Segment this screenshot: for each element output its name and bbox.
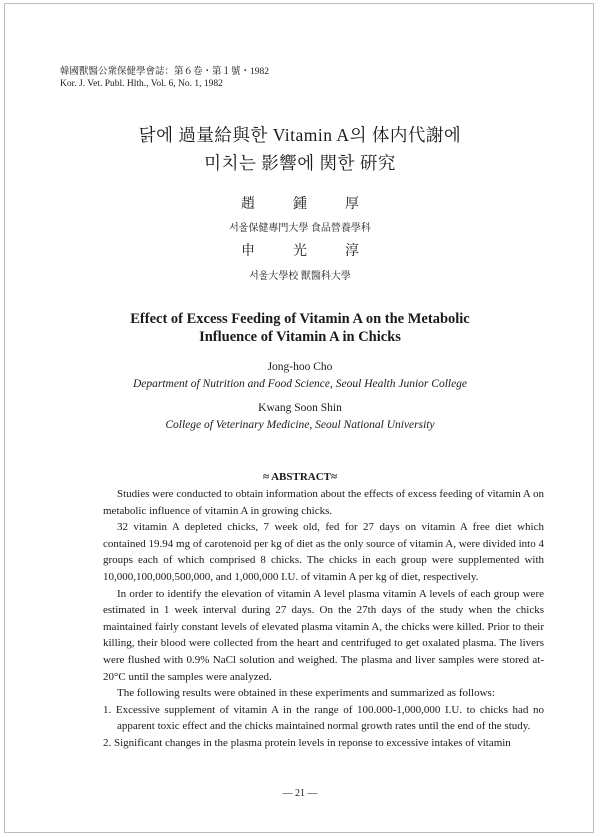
abstract-body (103, 486, 544, 752)
journal-citation-korean: 韓國獸醫公衆保健學會誌：第６卷・第１號・1982 (60, 67, 270, 77)
journal-citation (60, 66, 269, 90)
english-affiliation-2: College of Veterinary Medicine, Seoul National University (165, 419, 435, 431)
korean-title-line-2: 미치는 影響에 関한 硏究 (204, 153, 396, 173)
result-item: 1. Excessive supplement of vitamin A in the range of 100.000-1,000,000 I.U. to chicks had no apparent toxic effect and the chicks maintained normal growth rates until the end of the study. (103, 703, 544, 733)
result-item: 2. Significant changes in the plasma protein levels in reponse to excessive intakes of vitamin (103, 736, 511, 749)
korean-author-1: 趙鍾厚 (241, 197, 397, 212)
korean-affiliation-2: 서울大學校 獸醫科大學 (249, 271, 351, 282)
abstract-paragraph: The following results were obtained in these experiments and summarized as follows: (117, 687, 495, 700)
english-affiliation-1: Department of Nutrition and Food Science, Seoul Health Junior College (132, 378, 468, 390)
english-author-2: Kwang Soon Shin (258, 402, 342, 414)
abstract-paragraph: Studies were conducted to obtain information about the effects of excess feeding of vitamin A on metabolic influence of vitamin A in growing chicks. (103, 488, 544, 517)
journal-citation-english: Kor. J. Vet. Publ. Hlth., Vol. 6, No. 1, 1982 (60, 79, 223, 89)
page-number: — 21 — (282, 788, 318, 799)
abstract-paragraph: 32 vitamin A depleted chicks, 7 week old, fed for 27 days on vitamin A free diet which contained 19.94 mg of carotenoid per kg of diet as the only source of vitamin A, were divided into 4 groups each of which comprised 8 chicks. The chicks in each group were supplemented with 10,000,100,000,500,000, and 1,000,000 I.U. of vitamin A per kg of diet, respectively. (103, 521, 544, 583)
english-title-line-2: Influence of Vitamin A in Chicks (199, 329, 401, 345)
korean-affiliation-1: 서울保健專門大學 食品營養學科 (229, 223, 371, 234)
english-author-1: Jong-hoo Cho (267, 361, 333, 373)
abstract-paragraph: In order to identify the elevation of vitamin A level plasma vitamin A levels of each group were estimated in 1 week interval during 27 days. On the 27th days of the study when the chicks maintained fairly constant levels of elevated plasma vitamin A, the chicks were killed. Prior to their killing, their blood were collected from the heart and centrifuged to get oxalated plasma. The livers were flushed with 0.9% NaCl solution and weighed. The plasma and liver samples were stored at-20°C until the samples were analyzed. (103, 587, 544, 683)
korean-author-2: 申光淳 (241, 244, 397, 259)
abstract-heading: ≈ ABSTRACT≈ (262, 471, 338, 483)
korean-title-line-1: 닭에 過量給與한 Vitamin A의 体内代謝에 (138, 125, 462, 145)
english-title-line-1: Effect of Excess Feeding of Vitamin A on the Metabolic (130, 311, 470, 327)
